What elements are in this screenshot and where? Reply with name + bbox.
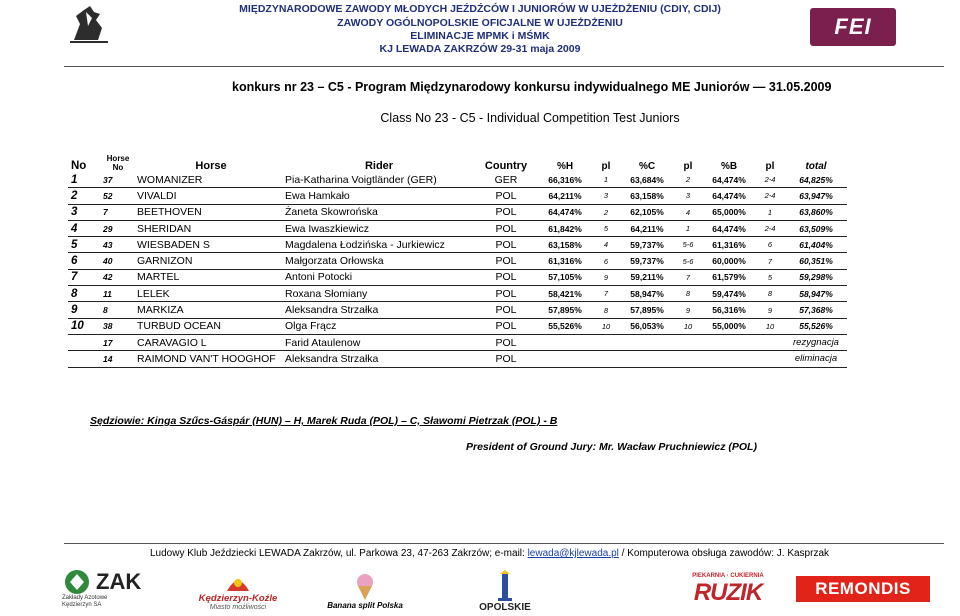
cell-pct-b: 60,000% bbox=[703, 253, 755, 269]
cell-pl-c bbox=[673, 334, 703, 350]
cell-pl-b bbox=[755, 351, 785, 367]
cell-horse-no: 11 bbox=[103, 286, 133, 302]
table-row bbox=[68, 172, 847, 188]
cell-pl-b bbox=[755, 334, 785, 350]
cell-pl-c: 8 bbox=[673, 286, 703, 302]
cell-country: POL bbox=[473, 204, 539, 220]
cell-rider: Olga Frącz bbox=[285, 318, 473, 334]
cell-pl-b: 2-4 bbox=[755, 172, 785, 188]
cell-total: 64,825% bbox=[785, 172, 847, 188]
table-row bbox=[68, 253, 847, 269]
cell-horse-no: 52 bbox=[103, 188, 133, 204]
cell-pct-c: 63,158% bbox=[621, 188, 673, 204]
cell-horse-no: 40 bbox=[103, 253, 133, 269]
cell-rider: Ewa Hamkało bbox=[285, 188, 473, 204]
ice-cream-icon bbox=[352, 573, 378, 601]
cell-total: 63,947% bbox=[785, 188, 847, 204]
table-row bbox=[68, 188, 847, 204]
cell-pl-b: 8 bbox=[755, 286, 785, 302]
cell-rider: Magdalena Łodzińska - Jurkiewicz bbox=[285, 237, 473, 253]
cell-pl-c: 4 bbox=[673, 204, 703, 220]
cell-pct-c: 59,737% bbox=[621, 253, 673, 269]
cell-pct-b: 61,579% bbox=[703, 269, 755, 285]
header-line-3: ELIMINACJE MPMK i MŚMK bbox=[410, 30, 550, 42]
cell-total: 55,526% bbox=[785, 318, 847, 334]
table-row bbox=[68, 237, 847, 253]
cell-pl-h: 5 bbox=[591, 220, 621, 236]
cell-pct-h: 64,474% bbox=[539, 204, 591, 220]
cell-pl-b: 10 bbox=[755, 318, 785, 334]
competition-title: konkurs nr 23 – C5 - Program Międzynarodowy konkursu indywidualnego ME Juniorów — 31.05.2009 bbox=[232, 80, 832, 94]
cell-pct-c: 58,947% bbox=[621, 286, 673, 302]
cell-pl-c: 3 bbox=[673, 188, 703, 204]
cell-total: 57,368% bbox=[785, 302, 847, 318]
cell-pl-h: 6 bbox=[591, 253, 621, 269]
cell-horse-no: 29 bbox=[103, 220, 133, 236]
header-total: total bbox=[805, 161, 827, 172]
zak-subtitle: Zakłady Azotowe Kędzierzyn SA bbox=[62, 595, 108, 608]
cell-pl-c: 5-6 bbox=[673, 237, 703, 253]
cell-horse: CARAVAGIO L bbox=[133, 334, 285, 350]
sponsor-zak bbox=[62, 568, 154, 610]
table-row bbox=[68, 334, 847, 350]
cell-rider: Żaneta Skowrońska bbox=[285, 204, 473, 220]
cell-pct-c bbox=[621, 351, 673, 367]
header-pl-b: pl bbox=[765, 161, 775, 172]
cell-pct-c bbox=[621, 334, 673, 350]
cell-total: 63,509% bbox=[785, 220, 847, 236]
cell-pct-b: 64,474% bbox=[703, 220, 755, 236]
cell-pct-b: 64,474% bbox=[703, 188, 755, 204]
kk-subtitle: Miasto możliwości bbox=[209, 604, 267, 611]
cell-horse: WIESBADEN S bbox=[133, 237, 285, 253]
fei-logo bbox=[810, 8, 896, 46]
cell-horse: WOMANIZER bbox=[133, 172, 285, 188]
cell-pct-c: 57,895% bbox=[621, 302, 673, 318]
cell-pl-h: 3 bbox=[591, 188, 621, 204]
header-no: No bbox=[71, 160, 87, 172]
cell-no: 2 bbox=[68, 188, 103, 204]
cell-country: POL bbox=[473, 269, 539, 285]
cell-pct-h: 58,421% bbox=[539, 286, 591, 302]
cell-horse-no: 38 bbox=[103, 318, 133, 334]
cell-horse: GARNIZON bbox=[133, 253, 285, 269]
cell-horse-no: 8 bbox=[103, 302, 133, 318]
cell-rider: Małgorzata Orłowska bbox=[285, 253, 473, 269]
footer-suffix: / Komputerowa obsługa zawodów: J. Kasprzak bbox=[618, 548, 830, 559]
cell-no: 5 bbox=[68, 237, 103, 253]
cell-pl-b: 1 bbox=[755, 204, 785, 220]
cell-horse-no: 37 bbox=[103, 172, 133, 188]
cell-pct-h: 61,316% bbox=[539, 253, 591, 269]
cell-pct-h: 63,158% bbox=[539, 237, 591, 253]
cell-pct-b bbox=[703, 351, 755, 367]
sponsor-kedzierzyn bbox=[198, 568, 278, 614]
cell-no: 8 bbox=[68, 286, 103, 302]
cell-no bbox=[68, 334, 103, 350]
cell-horse-no: 17 bbox=[103, 334, 133, 350]
sponsor-opolskie bbox=[462, 568, 548, 614]
cell-pct-c: 62,105% bbox=[621, 204, 673, 220]
cell-no: 10 bbox=[68, 318, 103, 334]
cell-horse: LELEK bbox=[133, 286, 285, 302]
header-pl-c: pl bbox=[683, 161, 693, 172]
cell-country: POL bbox=[473, 318, 539, 334]
cell-pct-c: 64,211% bbox=[621, 220, 673, 236]
cell-horse: TURBUD OCEAN bbox=[133, 318, 285, 334]
cell-horse: MARTEL bbox=[133, 269, 285, 285]
cell-horse: SHERIDAN bbox=[133, 220, 285, 236]
cell-no: 7 bbox=[68, 269, 103, 285]
cell-no: 6 bbox=[68, 253, 103, 269]
zak-logo-text: ZAK bbox=[96, 569, 142, 594]
table-row bbox=[68, 286, 847, 302]
cell-pl-c: 9 bbox=[673, 302, 703, 318]
cell-horse: RAIMOND VAN'T HOOGHOF bbox=[133, 351, 285, 367]
cell-rider: Aleksandra Strzałka bbox=[285, 302, 473, 318]
header-rider: Rider bbox=[364, 160, 394, 172]
cell-total: 61,404% bbox=[785, 237, 847, 253]
cell-total: 63,860% bbox=[785, 204, 847, 220]
remondis-logo-text: REMONDIS bbox=[815, 579, 911, 598]
cell-total: 60,351% bbox=[785, 253, 847, 269]
cell-pct-h bbox=[539, 351, 591, 367]
cell-pct-b: 61,316% bbox=[703, 237, 755, 253]
cell-total: rezygnacja bbox=[785, 334, 847, 350]
cell-pct-c: 56,053% bbox=[621, 318, 673, 334]
cell-pl-c: 7 bbox=[673, 269, 703, 285]
cell-pl-h: 7 bbox=[591, 286, 621, 302]
cell-pl-c: 10 bbox=[673, 318, 703, 334]
cell-pl-h bbox=[591, 334, 621, 350]
header-pct-c: %C bbox=[638, 161, 656, 172]
header-line-4: KJ LEWADA ZAKRZÓW 29-31 maja 2009 bbox=[379, 43, 581, 55]
header-line-2: ZAWODY OGÓLNOPOLSKIE OFICJALNE W UJEŻDŻENIU bbox=[337, 17, 623, 29]
cell-pl-b: 7 bbox=[755, 253, 785, 269]
header-line-1: MIĘDZYNARODOWE ZAWODY MŁODYCH JEŹDŹCÓW I JUNIORÓW W UJEŻDŻENIU (CDIY, CDIJ) bbox=[239, 3, 721, 15]
header-country: Country bbox=[484, 160, 528, 172]
cell-country: POL bbox=[473, 188, 539, 204]
cell-pl-c: 2 bbox=[673, 172, 703, 188]
cell-pl-b: 5 bbox=[755, 269, 785, 285]
cell-pl-h bbox=[591, 351, 621, 367]
cell-pl-b: 2-4 bbox=[755, 188, 785, 204]
cell-pct-h: 57,895% bbox=[539, 302, 591, 318]
table-row bbox=[68, 204, 847, 220]
header-pct-b: %B bbox=[720, 161, 738, 172]
cell-rider: Aleksandra Strzałka bbox=[285, 351, 473, 367]
table-row bbox=[68, 351, 847, 367]
cell-pl-h: 1 bbox=[591, 172, 621, 188]
cell-horse-no: 42 bbox=[103, 269, 133, 285]
cell-country: POL bbox=[473, 334, 539, 350]
cell-country: POL bbox=[473, 253, 539, 269]
header-pl-h: pl bbox=[601, 161, 611, 172]
footer-contact bbox=[150, 548, 829, 559]
cell-horse-no: 7 bbox=[103, 204, 133, 220]
fei-logo-text: FEI bbox=[834, 14, 872, 39]
sponsor-banana bbox=[322, 568, 408, 614]
cell-horse: BEETHOVEN bbox=[133, 204, 285, 220]
federation-emblem-icon bbox=[66, 2, 112, 44]
city-crest-icon bbox=[223, 571, 253, 593]
cell-horse: VIVALDI bbox=[133, 188, 285, 204]
cell-pct-c: 59,737% bbox=[621, 237, 673, 253]
opolskie-tower-icon bbox=[492, 570, 518, 602]
cell-horse-no: 43 bbox=[103, 237, 133, 253]
cell-no bbox=[68, 351, 103, 367]
table-row bbox=[68, 302, 847, 318]
president-line: President of Ground Jury: Mr. Wacław Pruchniewicz (POL) bbox=[466, 441, 757, 453]
header-horse: Horse bbox=[195, 160, 227, 172]
cell-pct-c: 59,211% bbox=[621, 269, 673, 285]
header-horse-no: Horse No bbox=[106, 154, 130, 172]
header-pct-h: %H bbox=[556, 161, 574, 172]
cell-total: 59,298% bbox=[785, 269, 847, 285]
email-link[interactable]: lewada@kjlewada.pl bbox=[527, 548, 619, 559]
cell-horse: MARKIZA bbox=[133, 302, 285, 318]
cell-pct-b bbox=[703, 334, 755, 350]
cell-pl-h: 4 bbox=[591, 237, 621, 253]
table-row bbox=[68, 269, 847, 285]
cell-pct-b: 64,474% bbox=[703, 172, 755, 188]
cell-country: POL bbox=[473, 286, 539, 302]
cell-pl-h: 2 bbox=[591, 204, 621, 220]
cell-country: GER bbox=[473, 172, 539, 188]
cell-no: 4 bbox=[68, 220, 103, 236]
header-divider bbox=[64, 66, 944, 67]
cell-pct-h: 61,842% bbox=[539, 220, 591, 236]
cell-pl-h: 8 bbox=[591, 302, 621, 318]
cell-pl-c bbox=[673, 351, 703, 367]
cell-no: 9 bbox=[68, 302, 103, 318]
footer-prefix: Ludowy Klub Jeździecki LEWADA Zakrzów, ul. Parkowa 23, 47-263 Zakrzów; e-mail: bbox=[150, 548, 528, 559]
opolskie-logo-text: OPOLSKIE bbox=[479, 601, 531, 613]
cell-pct-b: 55,000% bbox=[703, 318, 755, 334]
cell-rider: Roxana Słomiany bbox=[285, 286, 473, 302]
table-row bbox=[68, 318, 847, 334]
cell-rider: Antoni Potocki bbox=[285, 269, 473, 285]
cell-pct-h: 57,105% bbox=[539, 269, 591, 285]
cell-pl-h: 9 bbox=[591, 269, 621, 285]
kk-logo-text: Kędzierzyn-Koźle bbox=[198, 593, 278, 604]
zak-emblem-icon bbox=[62, 569, 92, 595]
footer-divider bbox=[64, 543, 944, 544]
banana-logo-text: Banana split Polska bbox=[327, 600, 403, 610]
table-row bbox=[68, 220, 847, 236]
cell-pl-c: 5-6 bbox=[673, 253, 703, 269]
cell-pct-b: 59,474% bbox=[703, 286, 755, 302]
cell-pct-c: 63,684% bbox=[621, 172, 673, 188]
cell-total: eliminacja bbox=[785, 351, 847, 367]
cell-pct-h: 66,316% bbox=[539, 172, 591, 188]
cell-pl-h: 10 bbox=[591, 318, 621, 334]
cell-no: 3 bbox=[68, 204, 103, 220]
table-header-row bbox=[68, 154, 847, 172]
cell-horse-no: 14 bbox=[103, 351, 133, 367]
cell-rider: Pia-Katharina Voigtländer (GER) bbox=[285, 172, 473, 188]
sponsor-ruzik bbox=[690, 568, 766, 612]
cell-pl-b: 9 bbox=[755, 302, 785, 318]
class-title: Class No 23 - C5 - Individual Competition Test Juniors bbox=[380, 111, 680, 125]
ruzik-tagline: PIEKARNIA · CUKIERNIA bbox=[692, 573, 764, 579]
judges-line: Sędziowie: Kinga Szűcs-Gáspár (HUN) – H, Marek Ruda (POL) – C, Sławomi Pietrzak (POL) - B bbox=[90, 415, 558, 427]
cell-rider: Farid Ataulenow bbox=[285, 334, 473, 350]
cell-pct-h: 64,211% bbox=[539, 188, 591, 204]
cell-pl-b: 2-4 bbox=[755, 220, 785, 236]
cell-no: 1 bbox=[68, 172, 103, 188]
cell-country: POL bbox=[473, 302, 539, 318]
cell-pct-h: 55,526% bbox=[539, 318, 591, 334]
cell-total: 58,947% bbox=[785, 286, 847, 302]
cell-pct-h bbox=[539, 334, 591, 350]
ruzik-logo-text: RUZIK bbox=[693, 579, 763, 606]
results-table bbox=[68, 154, 847, 368]
cell-country: POL bbox=[473, 237, 539, 253]
cell-rider: Ewa Iwaszkiewicz bbox=[285, 220, 473, 236]
cell-pl-c: 1 bbox=[673, 220, 703, 236]
cell-pct-b: 65,000% bbox=[703, 204, 755, 220]
cell-pct-b: 56,316% bbox=[703, 302, 755, 318]
cell-pl-b: 6 bbox=[755, 237, 785, 253]
cell-country: POL bbox=[473, 351, 539, 367]
cell-country: POL bbox=[473, 220, 539, 236]
sponsor-remondis bbox=[796, 576, 930, 602]
